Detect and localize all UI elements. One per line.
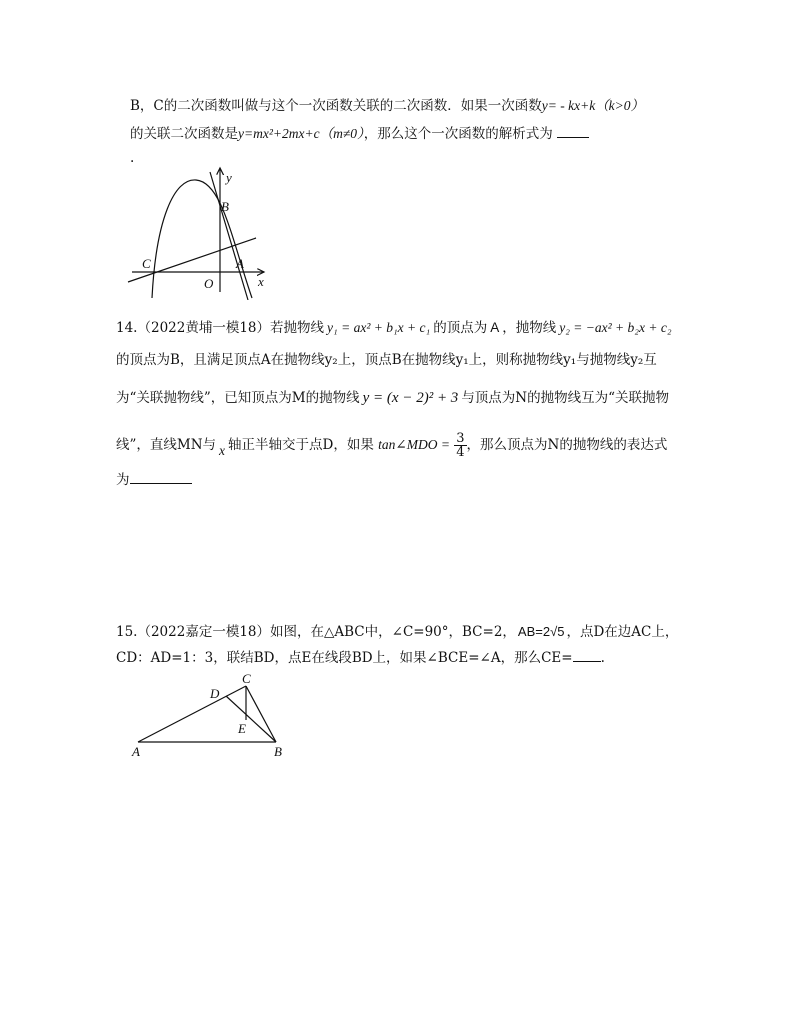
q14-line4-x: x	[219, 443, 226, 458]
q15-line1-ab: AB=2√5	[517, 624, 565, 639]
q15-segment-bd	[226, 696, 276, 742]
q15-line2-b: .	[600, 650, 605, 666]
q14-line3-eq: y = (x − 2)² + 3	[362, 390, 459, 406]
q13-line1-prefix: B，C的二次函数叫做与这个一次函数关联的二次函数．如果一次函数	[130, 98, 542, 114]
q13-label-c: C	[142, 256, 151, 271]
q13-label-a: A	[236, 256, 244, 271]
q13-answer-blank	[557, 137, 589, 138]
q13-parabola	[152, 180, 252, 298]
q14-line3-b: 与顶点为N的抛物线互为“关联抛物	[461, 390, 670, 406]
q14-line-2	[116, 350, 657, 370]
q14-frac-den: 4	[456, 445, 465, 460]
q14-line-4	[116, 432, 667, 459]
q13-line-ba	[210, 172, 248, 300]
q14-line-3	[116, 388, 669, 408]
q14-number: 14.	[116, 320, 138, 336]
q14-text2: ，抛物线	[502, 320, 557, 336]
q13-line-1	[130, 96, 644, 116]
q14-line4-tan: tan∠MDO =	[378, 437, 450, 452]
q15-label-c: C	[242, 672, 251, 686]
q13-line2-prefix: 的关联二次函数是	[130, 126, 238, 142]
q14-vertex-a: A	[490, 320, 500, 335]
q13-label-y: y	[226, 170, 232, 185]
q13-line2-equation: y=mx²+2mx+c（m≠0）	[238, 126, 364, 141]
q14-line4-a: 线”，直线MN与	[116, 437, 217, 453]
q13-label-o: O	[204, 276, 214, 291]
q15-line-1	[116, 622, 678, 642]
q14-line-5	[116, 470, 192, 490]
q15-triangle-figure	[128, 672, 308, 762]
q14-text1: 的顶点为	[433, 320, 488, 336]
q15-line1-b: ，点D在边AC上，	[566, 624, 679, 640]
q15-line-2	[116, 648, 605, 668]
q13-label-b: B	[221, 199, 229, 214]
q15-label-a: A	[132, 744, 140, 759]
q13-line-2	[130, 124, 589, 144]
q15-side-ac	[138, 686, 246, 742]
q15-answer-blank	[573, 661, 601, 662]
q15-label-d: D	[210, 686, 220, 701]
q14-eq2: y₂ = −ax² + b₂x + c₂	[559, 320, 672, 335]
q14-line3-a: 为“关联抛物线”，已知顶点为M的抛物线	[116, 390, 360, 406]
q14-source: （2022黄埔一模18）若抛物线	[137, 320, 325, 336]
q14-answer-blank	[130, 483, 192, 484]
q13-line1-equation: y= - kx+k（k>0）	[541, 98, 645, 113]
q15-line2-a: CD：AD=1：3，联结BD，点E在线段BD上，如果∠BCE=∠A，那么CE=	[116, 650, 573, 666]
q14-line2: 的顶点为B，且满足顶点A在抛物线y₂上，顶点B在抛物线y₁上，则称抛物线y₁与抛物线y₂互	[116, 352, 657, 368]
q15-label-b: B	[274, 744, 282, 759]
q15-side-bc	[246, 686, 276, 742]
q14-line4-b: 轴正半轴交于点D，如果	[228, 437, 374, 453]
q15-line1-a: 15.（2022嘉定一模18）如图，在△ABC中，∠C=90°，BC=2，	[116, 624, 516, 640]
q14-fraction	[454, 432, 466, 459]
q13-label-x: x	[258, 274, 264, 289]
q15-label-e: E	[238, 721, 246, 736]
q14-line-1	[116, 318, 672, 338]
q14-frac-num: 3	[456, 431, 465, 446]
q14-line4-c: ，那么顶点为N的抛物线的表达式	[466, 437, 668, 453]
q14-eq1: y₁ = ax² + b₁x + c₁	[327, 320, 431, 335]
q14-line5: 为	[116, 472, 130, 488]
q13-line3: .	[130, 150, 135, 166]
q13-graph	[124, 160, 284, 300]
q13-line2-suffix: ，那么这个一次函数的解析式为	[363, 126, 553, 142]
